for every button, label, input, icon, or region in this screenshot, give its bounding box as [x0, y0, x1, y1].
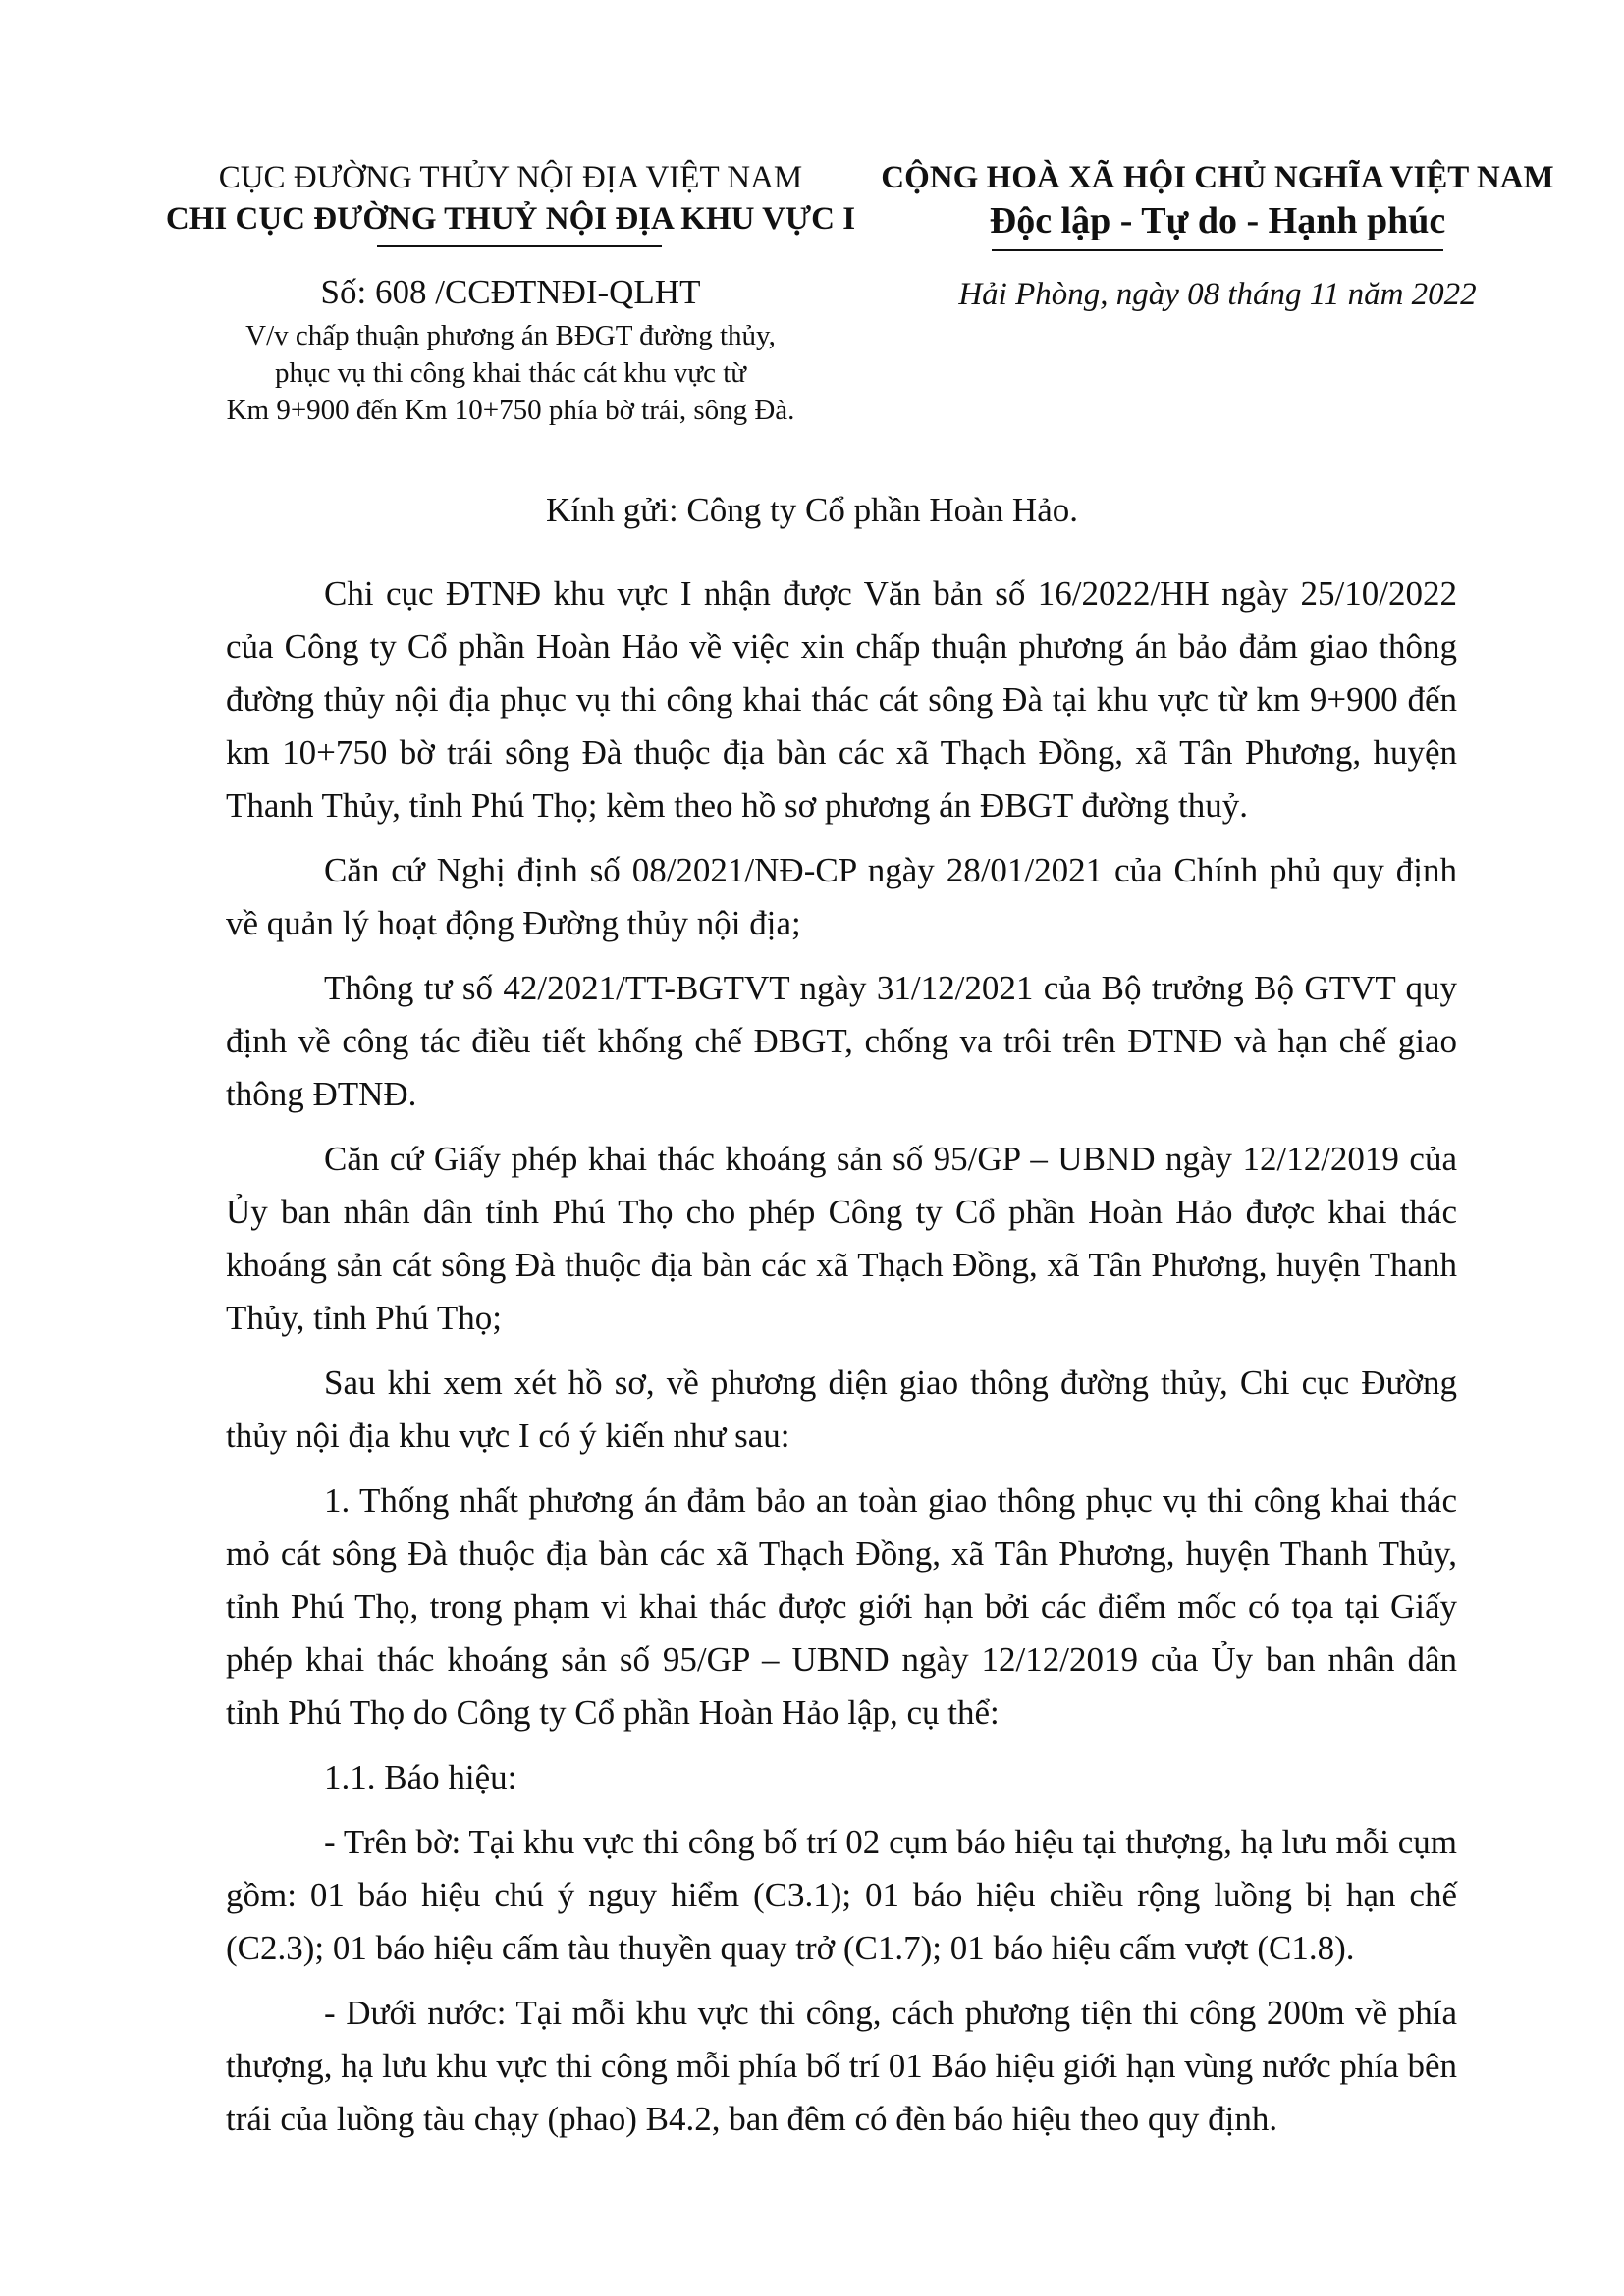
body-paragraph: Chi cục ĐTNĐ khu vực I nhận được Văn bản số 16/2022/HH ngày 25/10/2022 của Công ty Cổ phần Hoàn Hảo về việc xin chấp thuận phương án bảo đảm giao thông đường thủy nội địa phục vụ thi công khai thác cát sông Đà tại khu vực từ km 9+900 đến km 10+750 bờ trái sông Đà thuộc địa bàn các xã Thạch Đồng, xã Tân Phương, huyện Thanh Thủy, tỉnh Phú Thọ; kèm theo hồ sơ phương án ĐBGT đường thuỷ. [226, 574, 1457, 825]
national-motto: Độc lập - Tự do - Hạnh phúc [989, 200, 1446, 241]
subject-line: Km 9+900 đến Km 10+750 phía bờ trái, sông Đà. [226, 395, 795, 426]
document-number: Số: 608 /CCĐTNĐI-QLHT [320, 273, 701, 311]
motto-underline [992, 249, 1443, 251]
body-paragraph: Sau khi xem xét hồ sơ, về phương diện giao thông đường thủy, Chi cục Đường thủy nội địa khu vực I có ý kiến như sau: [226, 1363, 1457, 1455]
body-paragraph: - Trên bờ: Tại khu vực thi công bố trí 02 cụm báo hiệu tại thượng, hạ lưu mỗi cụm gồm: 01 báo hiệu chú ý nguy hiểm (C3.1); 01 báo hiệu chiều rộng luồng bị hạn chế (C2.3); 01 báo hiệu cấm tàu thuyền quay trở (C1.7); 01 báo hiệu cấm vượt (C1.8). [226, 1823, 1457, 1967]
body-paragraph: Thông tư số 42/2021/TT-BGTVT ngày 31/12/2021 của Bộ trưởng Bộ GTVT quy định về công tác điều tiết khống chế ĐBGT, chống va trôi trên ĐTNĐ và hạn chế giao thông ĐTNĐ. [226, 969, 1457, 1113]
document-body [226, 567, 1457, 2158]
body-paragraph: 1.1. Báo hiệu: [324, 1758, 517, 1796]
subject-line: V/v chấp thuận phương án BĐGT đường thủy, [245, 320, 776, 351]
national-title-block [864, 157, 1571, 243]
place-and-date: Hải Phòng, ngày 08 tháng 11 năm 2022 [958, 277, 1477, 312]
body-paragraph: - Dưới nước: Tại mỗi khu vực thi công, cách phương tiện thi công 200m về phía thượng, hạ lưu khu vực thi công mỗi phía bố trí 01 Báo hiệu giới hạn vùng nước phía bên trái của luồng tàu chạy (phao) B4.2, ban đêm có đèn báo hiệu theo quy định. [226, 1994, 1457, 2138]
issuing-unit: CHI CỤC ĐƯỜNG THUỶ NỘI ĐỊA KHU VỰC I [165, 201, 856, 237]
body-paragraph: Căn cứ Nghị định số 08/2021/NĐ-CP ngày 28/01/2021 của Chính phủ quy định về quản lý hoạt động Đường thủy nội địa; [226, 851, 1457, 942]
subject-line: phục vụ thi công khai thác cát khu vực từ [274, 357, 746, 389]
document-subject [157, 317, 864, 429]
agency-underline [377, 245, 662, 247]
country-name: CỘNG HOÀ XÃ HỘI CHỦ NGHĨA VIỆT NAM [881, 160, 1554, 195]
recipient-line: Kính gửi: Công ty Cổ phần Hoàn Hảo. [546, 491, 1078, 529]
body-paragraph: Căn cứ Giấy phép khai thác khoáng sản số 95/GP – UBND ngày 12/12/2019 của Ủy ban nhân dân tỉnh Phú Thọ cho phép Công ty Cổ phần Hoàn Hảo được khai thác khoáng sản cát sông Đà thuộc địa bàn các xã Thạch Đồng, xã Tân Phương, huyện Thanh Thủy, tỉnh Phú Thọ; [226, 1140, 1457, 1337]
body-paragraph: 1. Thống nhất phương án đảm bảo an toàn giao thông phục vụ thi công khai thác mỏ cát sông Đà thuộc địa bàn các xã Thạch Đồng, xã Tân Phương, huyện Thanh Thủy, tỉnh Phú Thọ, trong phạm vi khai thác được giới hạn bởi các điểm mốc có tọa tại Giấy phép khai thác khoáng sản số 95/GP – UBND ngày 12/12/2019 của Ủy ban nhân dân tỉnh Phú Thọ do Công ty Cổ phần Hoàn Hảo lập, cụ thể: [226, 1481, 1457, 1732]
issuing-agency-block [157, 157, 864, 240]
parent-agency: CỤC ĐƯỜNG THỦY NỘI ĐỊA VIỆT NAM [218, 160, 803, 195]
